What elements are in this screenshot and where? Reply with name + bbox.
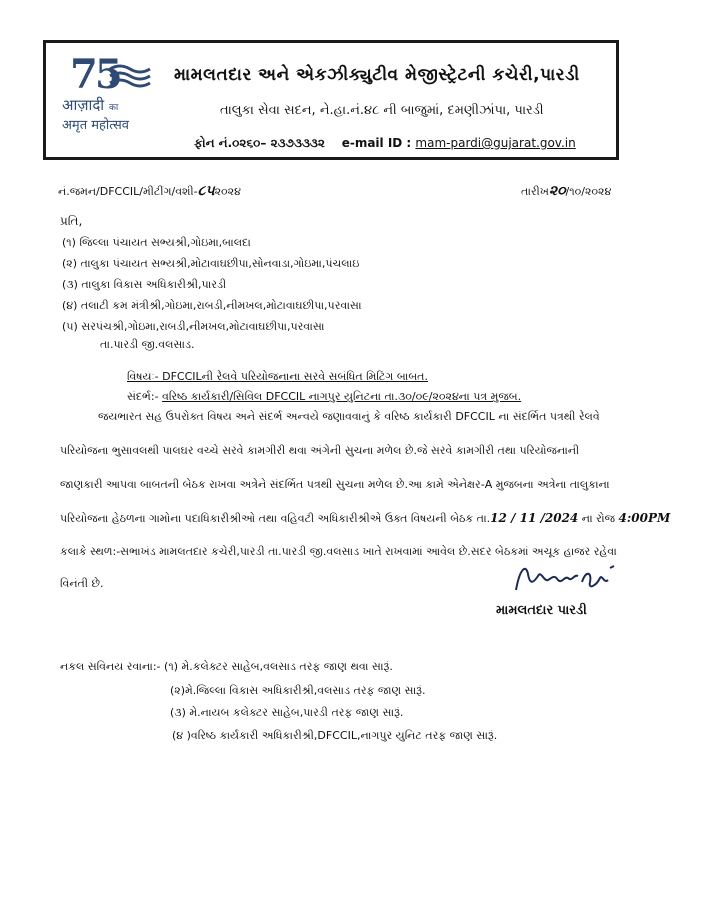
copy-to-item: (૨)મે.જિલ્લા વિકાસ અધિકારીશ્રી,વલસાડ તરફ જાણ સારૂં. xyxy=(170,684,426,697)
body-line-4-mid: ના રોજ xyxy=(581,512,616,525)
phone-number: ફોન નં.૦૨૬૦– ૨૩૭૩૩૩૨ xyxy=(194,136,325,150)
meeting-date-handwritten: 12 / 11 /2024 xyxy=(490,511,579,525)
copy-to-item: (૪ )વરિષ્ઠ કાર્યકારી અધિકારીશ્રી,DFCCIL,નાગપુર યુનિટ તરફ જાણ સારૂં. xyxy=(172,729,498,742)
ref-handwritten-number: ૮૫ xyxy=(197,183,215,199)
ref-prefix: નં.જમન/DFCCIL/મીટીંગ/વશી- xyxy=(58,185,198,198)
date-month-year: /૧૦/૨૦૨૪ xyxy=(565,185,612,198)
copy-to-label xyxy=(60,660,393,674)
body-line-4 xyxy=(60,511,670,526)
addressee-label: પ્રતિ, xyxy=(60,214,83,228)
reference-line xyxy=(127,390,521,404)
logo-ka: का xyxy=(108,103,119,113)
addressee-location: તા.પારડી જી.વલસાડ. xyxy=(100,338,195,351)
addressee-item: (૫) સરપંચશ્રી,ગોઇમા,રાબડી,નીમખલ,મોટાવાઘછીપા,પરવાસા xyxy=(62,320,325,333)
office-address: તાલુકા સેવા સદન, ને.હા.નં.૪૮ ની બાજુમાં, દમણીઝાંપા, પારડી xyxy=(220,103,544,118)
date-label: તારીખ xyxy=(521,185,549,198)
meeting-time-handwritten: 4:00PM xyxy=(618,511,671,525)
body-line-6: વિનંતી છે. xyxy=(60,577,104,590)
letter-reference-number xyxy=(58,183,241,199)
reference-prefix: સંદર્ભ:- xyxy=(127,390,159,403)
contact-line xyxy=(194,136,576,151)
azadi-ka-amrit-mahotsav-logo xyxy=(52,51,164,151)
copy-to-item: (૧) મે.કલેક્ટર સાહેબ,વલસાડ તરફ જાણ થવા સારૂં. xyxy=(164,660,393,673)
addressee-item: (૨) તાલુકા પંચાયત સભ્યશ્રી,મોટાવાઘછીપા,સોનવાડા,ગોઇમા,પંચલાઇ xyxy=(62,257,360,270)
body-line-4-text: પરિયોજના હેઠળના ગામોના પદાધિકારીશ્રીઓ તથા વહિવટી અધિકારીશ્રીએ ઉક્ત વિષયની બેઠક તા. xyxy=(60,512,491,525)
email-label: e-mail ID : xyxy=(341,136,412,150)
signatory-title: મામલતદાર પારડી xyxy=(496,603,587,618)
office-title: મામલતદાર અને એકઝીક્યુટીવ મેજીસ્ટ્રેટની કચેરી,પારડી xyxy=(174,65,580,85)
logo-number: 75 xyxy=(70,51,120,98)
letterhead-box xyxy=(43,40,619,160)
addressee-item: (૩) તાલુકા વિકાસ અધિકારીશ્રી,પારડી xyxy=(62,278,227,291)
ref-year: ૨૦૨૪ xyxy=(214,185,241,198)
copy-to-item: (૩) મે.નાયબ કલેક્ટર સાહેબ,પારડી તરફ જાણ સારૂં. xyxy=(170,706,404,719)
reference-text: વરિષ્ઠ કાર્યકારી/સિવિલ DFCCIL નાગપુર યુનિટના તા.૩૦/૦૯/૨૦૨૪ના પત્ર મુજબ. xyxy=(162,390,522,403)
date-handwritten-day: ૨૦ xyxy=(548,183,566,199)
handwritten-signature xyxy=(508,560,618,600)
addressee-item: (૧) જિલ્લા પંચાયત સભ્યશ્રી,ગોઇમા,બાલદા xyxy=(62,236,251,249)
body-line-5: કલાકે સ્થળ:-સભાખંડ મામલતદાર કચેરી,પારડી તા.પારડી જી.વલસાડ ખાતે રાખવામાં આવેલ છે.સદર બેઠકમાં અચૂક હાજર રહેવા xyxy=(60,545,617,558)
logo-text-line2: अमृत महोत्सव xyxy=(62,118,130,133)
addressee-item: (૪) તલાટી કમ મંત્રીશ્રી,ગોઇમા,રાબડી,નીમખલ,મોટાવાઘછીપા,પરવાસા xyxy=(62,299,362,312)
logo-text-line1 xyxy=(62,95,118,115)
body-line-1: જયભારત સહ ઉપરોક્ત વિષય અને સંદર્ભ અન્વયે જણાવવાનું કે વરિષ્ઠ કાર્યકારી DFCCIL ના સંદર્ભિત પત્રથી રેલવે xyxy=(98,410,600,423)
flag-wave-icon xyxy=(108,63,152,89)
letter-date xyxy=(521,183,611,199)
logo-azadi: आज़ादी xyxy=(62,96,105,114)
subject-line: વિષયઃ- DFCCILની રેલવે પરિયોજનાના સરવે સબંધિત મિટિંગ બાબત. xyxy=(127,370,428,383)
body-line-3: જાણકારી આપવા બાબતની બેઠક રાખવા અત્રેને સંદર્ભિત પત્રથી સુચના મળેલ છે.આ કામે એનેક્ષર-A મુજબના અત્રેના તાલુકાના xyxy=(60,478,610,491)
body-line-2: પરિયોજના ભુસાવલથી પાલઘર વચ્ચે સરવે કામગીરી થવા અંગેની સુચના મળેલ છે.જે સરવે કામગીરી તથા પરિયોજનાની xyxy=(60,444,580,457)
copy-to-label-text: નકલ સવિનય રવાના:- xyxy=(60,660,161,673)
email-link[interactable]: mam-pardi@gujarat.gov.in xyxy=(415,136,576,150)
